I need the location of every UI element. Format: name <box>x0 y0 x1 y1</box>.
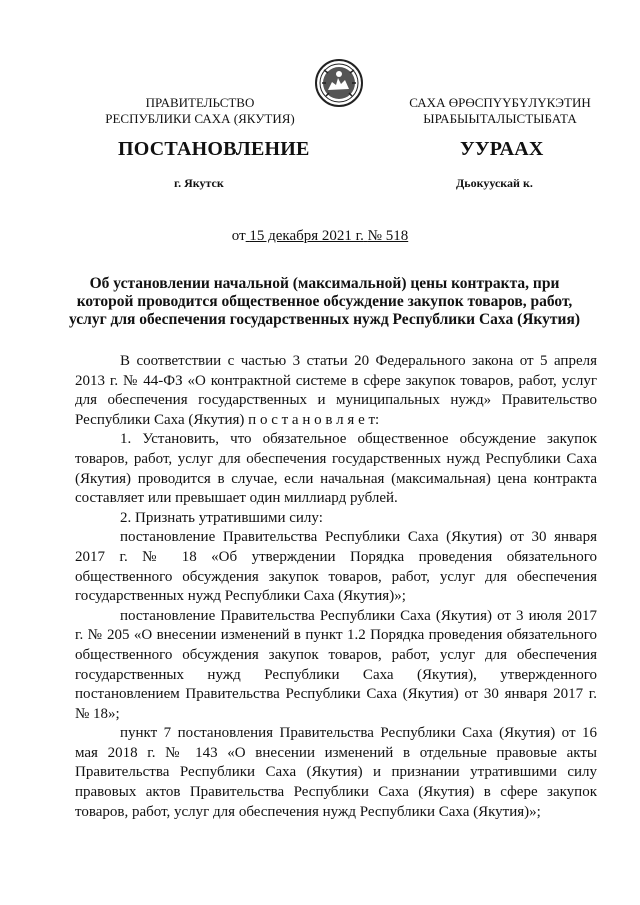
left-org-line-2: РЕСПУБЛИКИ САХА (ЯКУТИЯ) <box>105 111 295 126</box>
document-title <box>52 275 597 329</box>
doctype-russian: ПОСТАНОВЛЕНИЕ <box>118 138 310 160</box>
paragraph-repeal-1: постановление Правительства Республики Саха (Якутия) от 30 января 2017 г. № 18 «Об утверждении Порядка проведения обязательного общественного обсуждения закупок товаров, работ, услуг для обеспечения государственных нужд Республики Саха (Якутия)»; <box>75 529 597 605</box>
title-line-2: которой проводится общественное обсуждение закупок товаров, работ, <box>76 293 573 310</box>
document-body <box>75 352 597 822</box>
coat-of-arms-icon <box>314 58 364 108</box>
paragraph-repeal-2: постановление Правительства Республики Саха (Якутия) от 3 июля 2017 г. № 205 «О внесении изменений в пункт 1.2 Порядка проведения обязательного общественного обсуждения закупок товаров, работ, услуг для обеспечения государственных нужд Республики Саха (Якутия), утвержденного постановлением Правительства Республики Саха (Якутия) от 30 января 2017 г. № 18»; <box>75 607 597 722</box>
left-org-line-1: ПРАВИТЕЛЬСТВО <box>145 95 255 110</box>
right-organization <box>380 95 620 127</box>
right-org-line-1: САХА ӨРӨСПҮҮБҮЛҮКЭТИН <box>409 95 591 110</box>
right-org-line-2: ЫРАБЫЫТАЛЫСТЫБАТА <box>423 111 577 126</box>
city-russian: г. Якутск <box>174 176 224 190</box>
document-number <box>0 228 640 245</box>
title-line-3: услуг для обеспечения государственных нужд Республики Саха (Якутия) <box>69 311 580 328</box>
title-line-1: Об установлении начальной (максимальной) цены контракта, при <box>89 275 560 292</box>
paragraph-preamble: В соответствии с частью 3 статьи 20 Федерального закона от 5 апреля 2013 г. № 44-ФЗ «О контрактной системе в сфере закупок товаров, работ, услуг для обеспечения государственных и муниципальных нужд» Правительство Республики Саха (Якутия) п о с т а н о в л я е т: <box>75 353 597 428</box>
number-value: № 518 <box>367 228 409 244</box>
left-organization <box>100 95 300 127</box>
paragraph-item-1: 1. Установить, что обязательное общественное обсуждение закупок товаров, работ, услуг для обеспечения государственных нужд Республики Саха (Якутия) проводится в случае, если начальная (максимальная) цена контракта составляет или превышает один миллиард рублей. <box>75 431 597 507</box>
paragraph-item-2: 2. Признать утратившими силу: <box>120 509 323 526</box>
paragraph-repeal-3: пункт 7 постановления Правительства Республики Саха (Якутия) от 16 мая 2018 г. № 143 «О внесении изменений в отдельные правовые акты Правительства Республики Саха (Якутия) и признании утратившими силу правовых актов Правительства Республики Саха (Якутия) в сфере закупок товаров, работ, услуг для обеспечения нужд Республики Саха (Якутия)»; <box>75 725 597 820</box>
city-yakut: Дьокуускай к. <box>456 176 533 190</box>
document-date: 15 декабря 2021 г. № 518 <box>249 228 409 244</box>
number-prefix: от <box>231 228 246 244</box>
doctype-yakut: УУРААХ <box>460 138 544 160</box>
